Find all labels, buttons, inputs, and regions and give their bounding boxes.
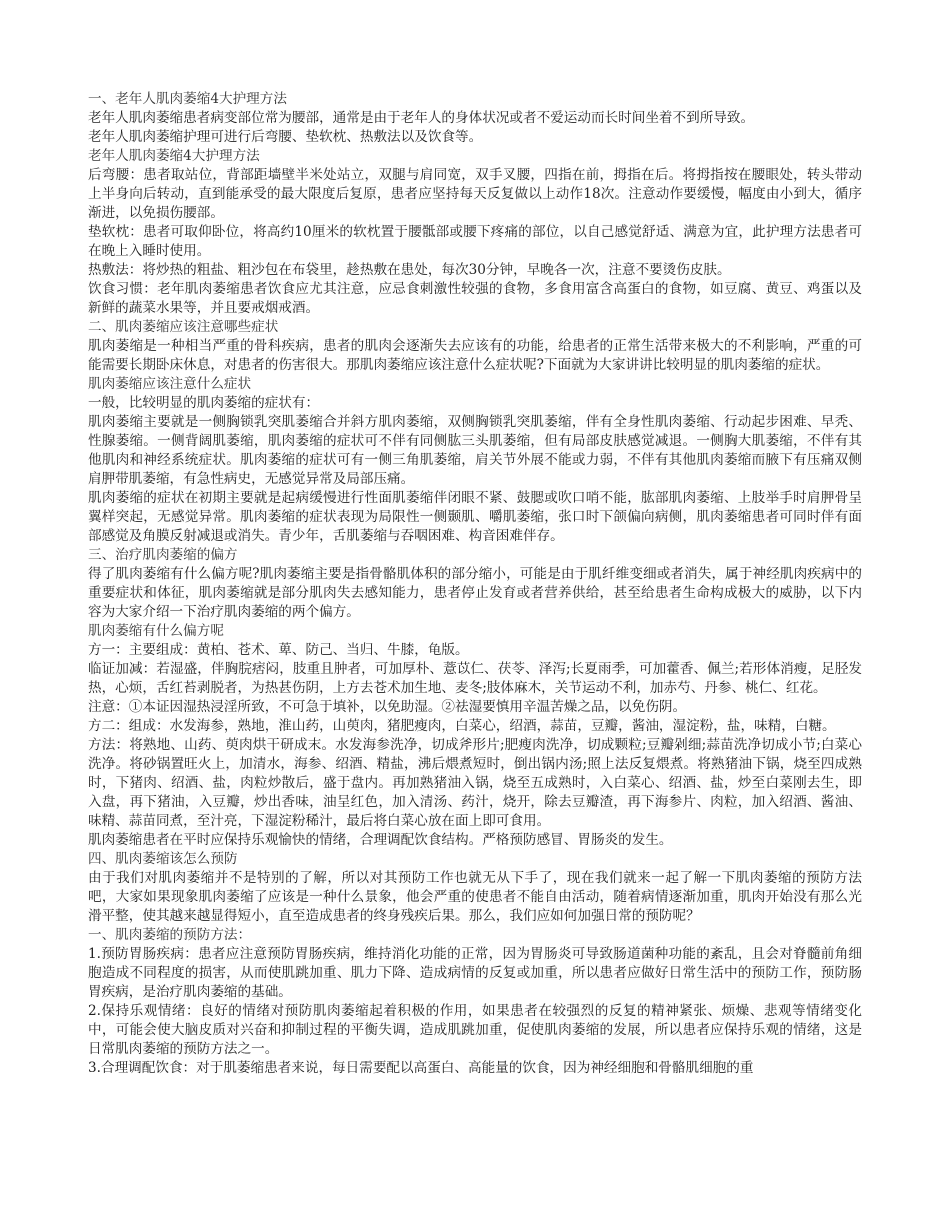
paragraph: 方二：组成：水发海参，熟地，淮山药，山萸肉，猪肥瘦肉，白菜心，绍酒，蒜苗，豆瓣，酱油，湿淀粉，盐，味精，白糖。 [88,718,836,734]
section-heading: 老年人肌肉萎缩4大护理方法 [88,148,260,164]
paragraph: 肌肉萎缩主要就是一侧胸锁乳突肌萎缩合并斜方肌肉萎缩，双侧胸锁乳突肌萎缩，伴有全身性肌肉萎缩、行动起步困难、早秃、性腺萎缩。一侧背阔肌萎缩，肌肉萎缩的症状可不伴有同侧肱三头肌萎缩，但有局部皮肤感觉减退。一侧胸大肌萎缩，不伴有其他肌肉和神经系统症状。肌肉萎缩的症状可有一侧三角肌萎缩，肩关节外展不能或力弱，不伴有其他肌肉萎缩而腋下有压痛双侧肩胛带肌萎缩，有急性病史，无感觉异常及局部压痛。 [88,414,862,487]
section-heading: 四、肌肉萎缩该怎么预防 [88,851,238,867]
paragraph: 垫软枕：患者可取仰卧位，将高约10厘米的软枕置于腰骶部或腰下疼痛的部位，以自己感觉舒适、满意为宜，此护理方法患者可在晚上入睡时使用。 [88,224,862,259]
paragraph: 注意：①本证因湿热浸淫所致，不可急于填补，以免助湿。②祛湿要慎用辛温苦燥之品，以免伤阴。 [88,699,687,715]
paragraph: 饮食习惯：老年肌肉萎缩患者饮食应尤其注意，应忌食刺激性较强的食物，多食用富含高蛋白的食物，如豆腐、黄豆、鸡蛋以及新鲜的蔬菜水果等，并且要戒烟戒酒。 [88,281,862,316]
section-heading: 肌肉萎缩应该注意什么症状 [88,376,252,392]
paragraph: 肌肉萎缩是一种相当严重的骨科疾病，患者的肌肉会逐渐失去应该有的功能，给患者的正常生活带来极大的不利影响，严重的可能需要长期卧床休息，对患者的伤害很大。那肌肉萎缩应该注意什么症状呢?下面就为大家讲讲比较明显的肌肉萎缩的症状。 [88,338,862,373]
paragraph: 老年人肌肉萎缩患者病变部位常为腰部，通常是由于老年人的身体状况或者不爱运动而长时间坐着不到所导致。 [88,110,755,126]
paragraph: 方法：将熟地、山药、萸肉烘干研成末。水发海参洗净，切成斧形片;肥瘦肉洗净，切成颗粒;豆瓣剁细;蒜苗洗净切成小节;白菜心洗净。将砂锅置旺火上，加清水，海参、绍酒、精盐，沸后煨煮短时，倒出锅内汤;照上法反复煨煮。将熟猪油下锅，烧至四成熟时，下猪肉、绍酒、盐，肉粒炒散后，盛于盘内。再加熟猪油入锅，烧至五成熟时，入白菜心、绍酒、盐，炒至白菜刚去生，即入盘，再下猪油，入豆瓣，炒出香味，油呈红色，加入清汤、药汁，烧开，除去豆瓣渣，再下海参片、肉粒，加入绍酒、酱油、味精、蒜苗同煮，至汁亮，下湿淀粉稀汁，最后将白菜心放在面上即可食用。 [88,737,862,829]
section-heading: 一、肌肉萎缩的预防方法： [88,927,252,943]
section-heading: 肌肉萎缩有什么偏方呢 [88,623,224,639]
section-heading: 二、肌肉萎缩应该注意哪些症状 [88,319,279,335]
paragraph: 方一：主要组成：黄柏、苍术、萆、防己、当归、牛膝，龟版。 [88,642,469,658]
paragraph: 得了肌肉萎缩有什么偏方呢?肌肉萎缩主要是指骨骼肌体积的部分缩小，可能是由于肌纤维变细或者消失，属于神经肌肉疾病中的重要症状和体征，肌肉萎缩就是部分肌肉失去感知能力，患者停止发育或者营养供给，甚至给患者生命构成极大的威胁，以下内容为大家介绍一下治疗肌肉萎缩的两个偏方。 [88,566,862,620]
paragraph: 肌肉萎缩的症状在初期主要就是起病缓慢进行性面肌萎缩伴闭眼不紧、鼓腮或吹口哨不能，肱部肌肉萎缩、上肢举手时肩胛骨呈翼样突起，无感觉异常。肌肉萎缩的症状表现为局限性一侧颞肌、嚼肌萎缩，张口时下颌偏向病侧，肌肉萎缩患者可同时伴有面部感觉及角膜反射减退或消失。青少年，舌肌萎缩与吞咽困难、构音困难伴存。 [88,490,862,544]
paragraph: 由于我们对肌肉萎缩并不是特别的了解，所以对其预防工作也就无从下手了，现在我们就来一起了解一下肌肉萎缩的预防方法吧，大家如果现象肌肉萎缩了应该是一种什么景象，他会严重的使患者不能自由活动，随着病情逐渐加重，肌肉开始没有那么光滑平整，使其越来越显得短小，直至造成患者的终身残疾后果。那么，我们应如何加强日常的预防呢？ [88,870,862,924]
section-heading: 三、治疗肌肉萎缩的偏方 [88,547,238,563]
paragraph: 2.保持乐观情绪：良好的情绪对预防肌肉萎缩起着积极的作用，如果患者在较强烈的反复的精神紧张、烦燥、悲观等情绪变化中，可能会使大脑皮质对兴奋和抑制过程的平衡失调，造成肌跳加重，促使肌肉萎缩的发展，所以患者应保持乐观的情绪，这是日常肌肉萎缩的预防方法之一。 [88,1003,862,1057]
paragraph: 后弯腰：患者取站位，背部距墙壁半米处站立，双腿与肩同宽，双手叉腰，四指在前，拇指在后。将拇指按在腰眼处，转头带动上半身向后转动，直到能承受的最大限度后复原，患者应坚持每天反复做以上动作18次。注意动作要缓慢，幅度由小到大，循序渐进，以免损伤腰部。 [88,167,862,221]
section-heading: 一、老年人肌肉萎缩4大护理方法 [88,91,287,107]
paragraph: 热敷法：将炒热的粗盐、粗沙包在布袋里，趁热敷在患处，每次30分钟，早晚各一次，注意不要烫伤皮肤。 [88,262,731,278]
paragraph: 临证加减：若湿盛，伴胸脘痞闷，肢重且肿者，可加厚朴、薏苡仁、茯苓、泽泻;长夏雨季，可加藿香、佩兰;若形体消瘦，足胫发热，心烦，舌红苔剥脱者，为热甚伤阴，上方去苍术加生地、麦冬;肢体麻木，关节运动不利，加赤芍、丹参、桃仁、红花。 [88,661,862,696]
paragraph: 肌肉萎缩患者在平时应保持乐观愉快的情绪，合理调配饮食结构。严格预防感冒、胃肠炎的发生。 [88,832,673,848]
paragraph: 3.合理调配饮食：对于肌萎缩患者来说，每日需要配以高蛋白、高能量的饮食，因为神经细胞和骨骼肌细胞的重 [88,1060,754,1076]
paragraph: 老年人肌肉萎缩护理可进行后弯腰、垫软枕、热敷法以及饮食等。 [88,129,483,145]
paragraph: 一般，比较明显的肌肉萎缩的症状有： [88,395,320,411]
paragraph: 1.预防胃肠疾病：患者应注意预防胃肠疾病，维持消化功能的正常，因为胃肠炎可导致肠道菌种功能的紊乱，且会对脊髓前角细胞造成不同程度的损害，从而使肌跳加重、肌力下降、造成病情的反复或加重，所以患者应做好日常生活中的预防工作，预防肠胃疾病，是治疗肌肉萎缩的基础。 [88,946,862,1000]
document-body [88,90,862,1078]
